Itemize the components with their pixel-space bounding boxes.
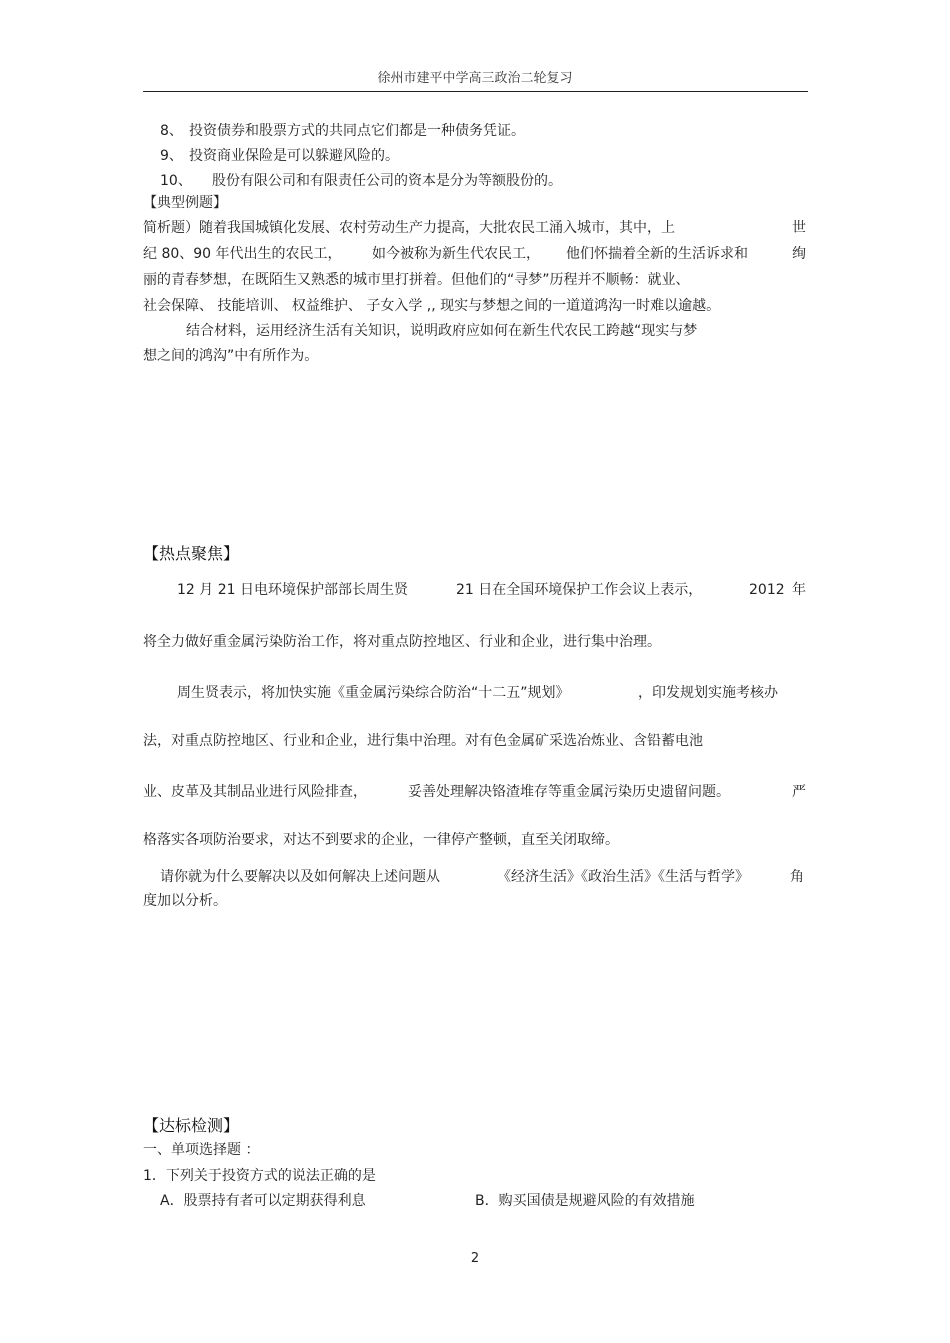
hot-focus-question-line-1: 请你就为什么要解决以及如何解决上述问题从 bbox=[160, 869, 440, 885]
example-line-1: 简析题）随着我国城镇化发展、农村劳动生产力提高，大批农民工涌入城市，其中，上 bbox=[143, 220, 675, 236]
page-number: 2 bbox=[470, 1251, 480, 1266]
example-line-6: 想之间的鸿沟”中有所作为。 bbox=[143, 348, 319, 364]
hot-focus-line-1-year: 2012 bbox=[749, 582, 785, 598]
hot-focus-question-line-1-end: 角 bbox=[790, 869, 804, 885]
hot-focus-line-5-end: 严 bbox=[792, 784, 806, 800]
statement-9-text: 投资商业保险是可以躲避风险的。 bbox=[189, 148, 399, 164]
hot-focus-line-4: 法，对重点防控地区、行业和企业，进行集中治理。对有色金属矿采选冶炼业、含铅蓄电池 bbox=[143, 733, 703, 749]
example-line-2-mid: 如今被称为新生代农民工， bbox=[372, 246, 540, 262]
hot-focus-line-5: 业、皮革及其制品业进行风险排查， bbox=[143, 784, 367, 800]
example-line-2: 纪 80、90 年代出生的农民工， bbox=[143, 246, 342, 262]
statement-8-number: 8、 bbox=[160, 123, 183, 139]
example-line-2-mid2: 他们怀揣着全新的生活诉求和 bbox=[566, 246, 748, 262]
example-line-4: 社会保障、 技能培训、 权益维护、 子女入学 ,, 现实与梦想之间的一道道鸿沟一时难以逾越。 bbox=[143, 298, 721, 314]
section-single-choice: 一、单项选择题 ： bbox=[143, 1142, 260, 1158]
example-line-1-end: 世 bbox=[792, 220, 806, 236]
hot-focus-line-2: 将全力做好重金属污染防治工作，将对重点防控地区、行业和企业，进行集中治理。 bbox=[143, 634, 661, 650]
statement-8-text: 投资债券和股票方式的共同点它们都是一种债务凭证。 bbox=[189, 123, 525, 139]
hot-focus-line-1-mid: 21 日在全国环境保护工作会议上表示， bbox=[456, 582, 703, 598]
hot-focus-heading: 【热点聚焦】 bbox=[143, 544, 240, 563]
header-divider bbox=[143, 91, 808, 92]
example-line-5: 结合材料，运用经济生活有关知识，说明政府应如何在新生代农民工跨越“现实与梦 bbox=[186, 323, 698, 339]
example-line-2-end: 绚 bbox=[792, 246, 806, 262]
standard-test-heading: 【达标检测】 bbox=[143, 1116, 240, 1135]
hot-focus-line-1: 12 月 21 日电环境保护部部长周生贤 bbox=[177, 582, 408, 598]
hot-focus-question-books: 《经济生活》《政治生活》《生活与哲学》 bbox=[497, 869, 749, 885]
question-1: 1．下列关于投资方式的说法正确的是 bbox=[143, 1168, 376, 1184]
hot-focus-line-5-mid: 妥善处理解决铬渣堆存等重金属污染历史遗留问题。 bbox=[408, 784, 730, 800]
statement-10-text: 股份有限公司和有限责任公司的资本是分为等额股份的。 bbox=[212, 173, 562, 189]
hot-focus-question-line-2: 度加以分析。 bbox=[143, 893, 227, 909]
hot-focus-line-1-end: 年 bbox=[792, 582, 806, 598]
page-header-title: 徐州市建平中学高三政治二轮复习 bbox=[377, 71, 573, 86]
hot-focus-line-6: 格落实各项防治要求，对达不到要求的企业，一律停产整顿，直至关闭取缔。 bbox=[143, 832, 619, 848]
typical-example-heading: 【典型例题】 bbox=[143, 195, 227, 211]
hot-focus-line-3-end: ，印发规划实施考核办 bbox=[638, 685, 778, 701]
example-line-3: 丽的青春梦想，在既陌生又熟悉的城市里打拼着。但他们的“寻梦”历程并不顺畅：就业、 bbox=[143, 272, 690, 288]
statement-10-number: 10、 bbox=[160, 173, 192, 189]
statement-9-number: 9、 bbox=[160, 148, 183, 164]
option-a: A．股票持有者可以定期获得利息 bbox=[160, 1193, 366, 1209]
option-b: B．购买国债是规避风险的有效措施 bbox=[475, 1193, 695, 1209]
hot-focus-line-3: 周生贤表示，将加快实施《重金属污染综合防治“十二五”规划》 bbox=[177, 685, 570, 701]
